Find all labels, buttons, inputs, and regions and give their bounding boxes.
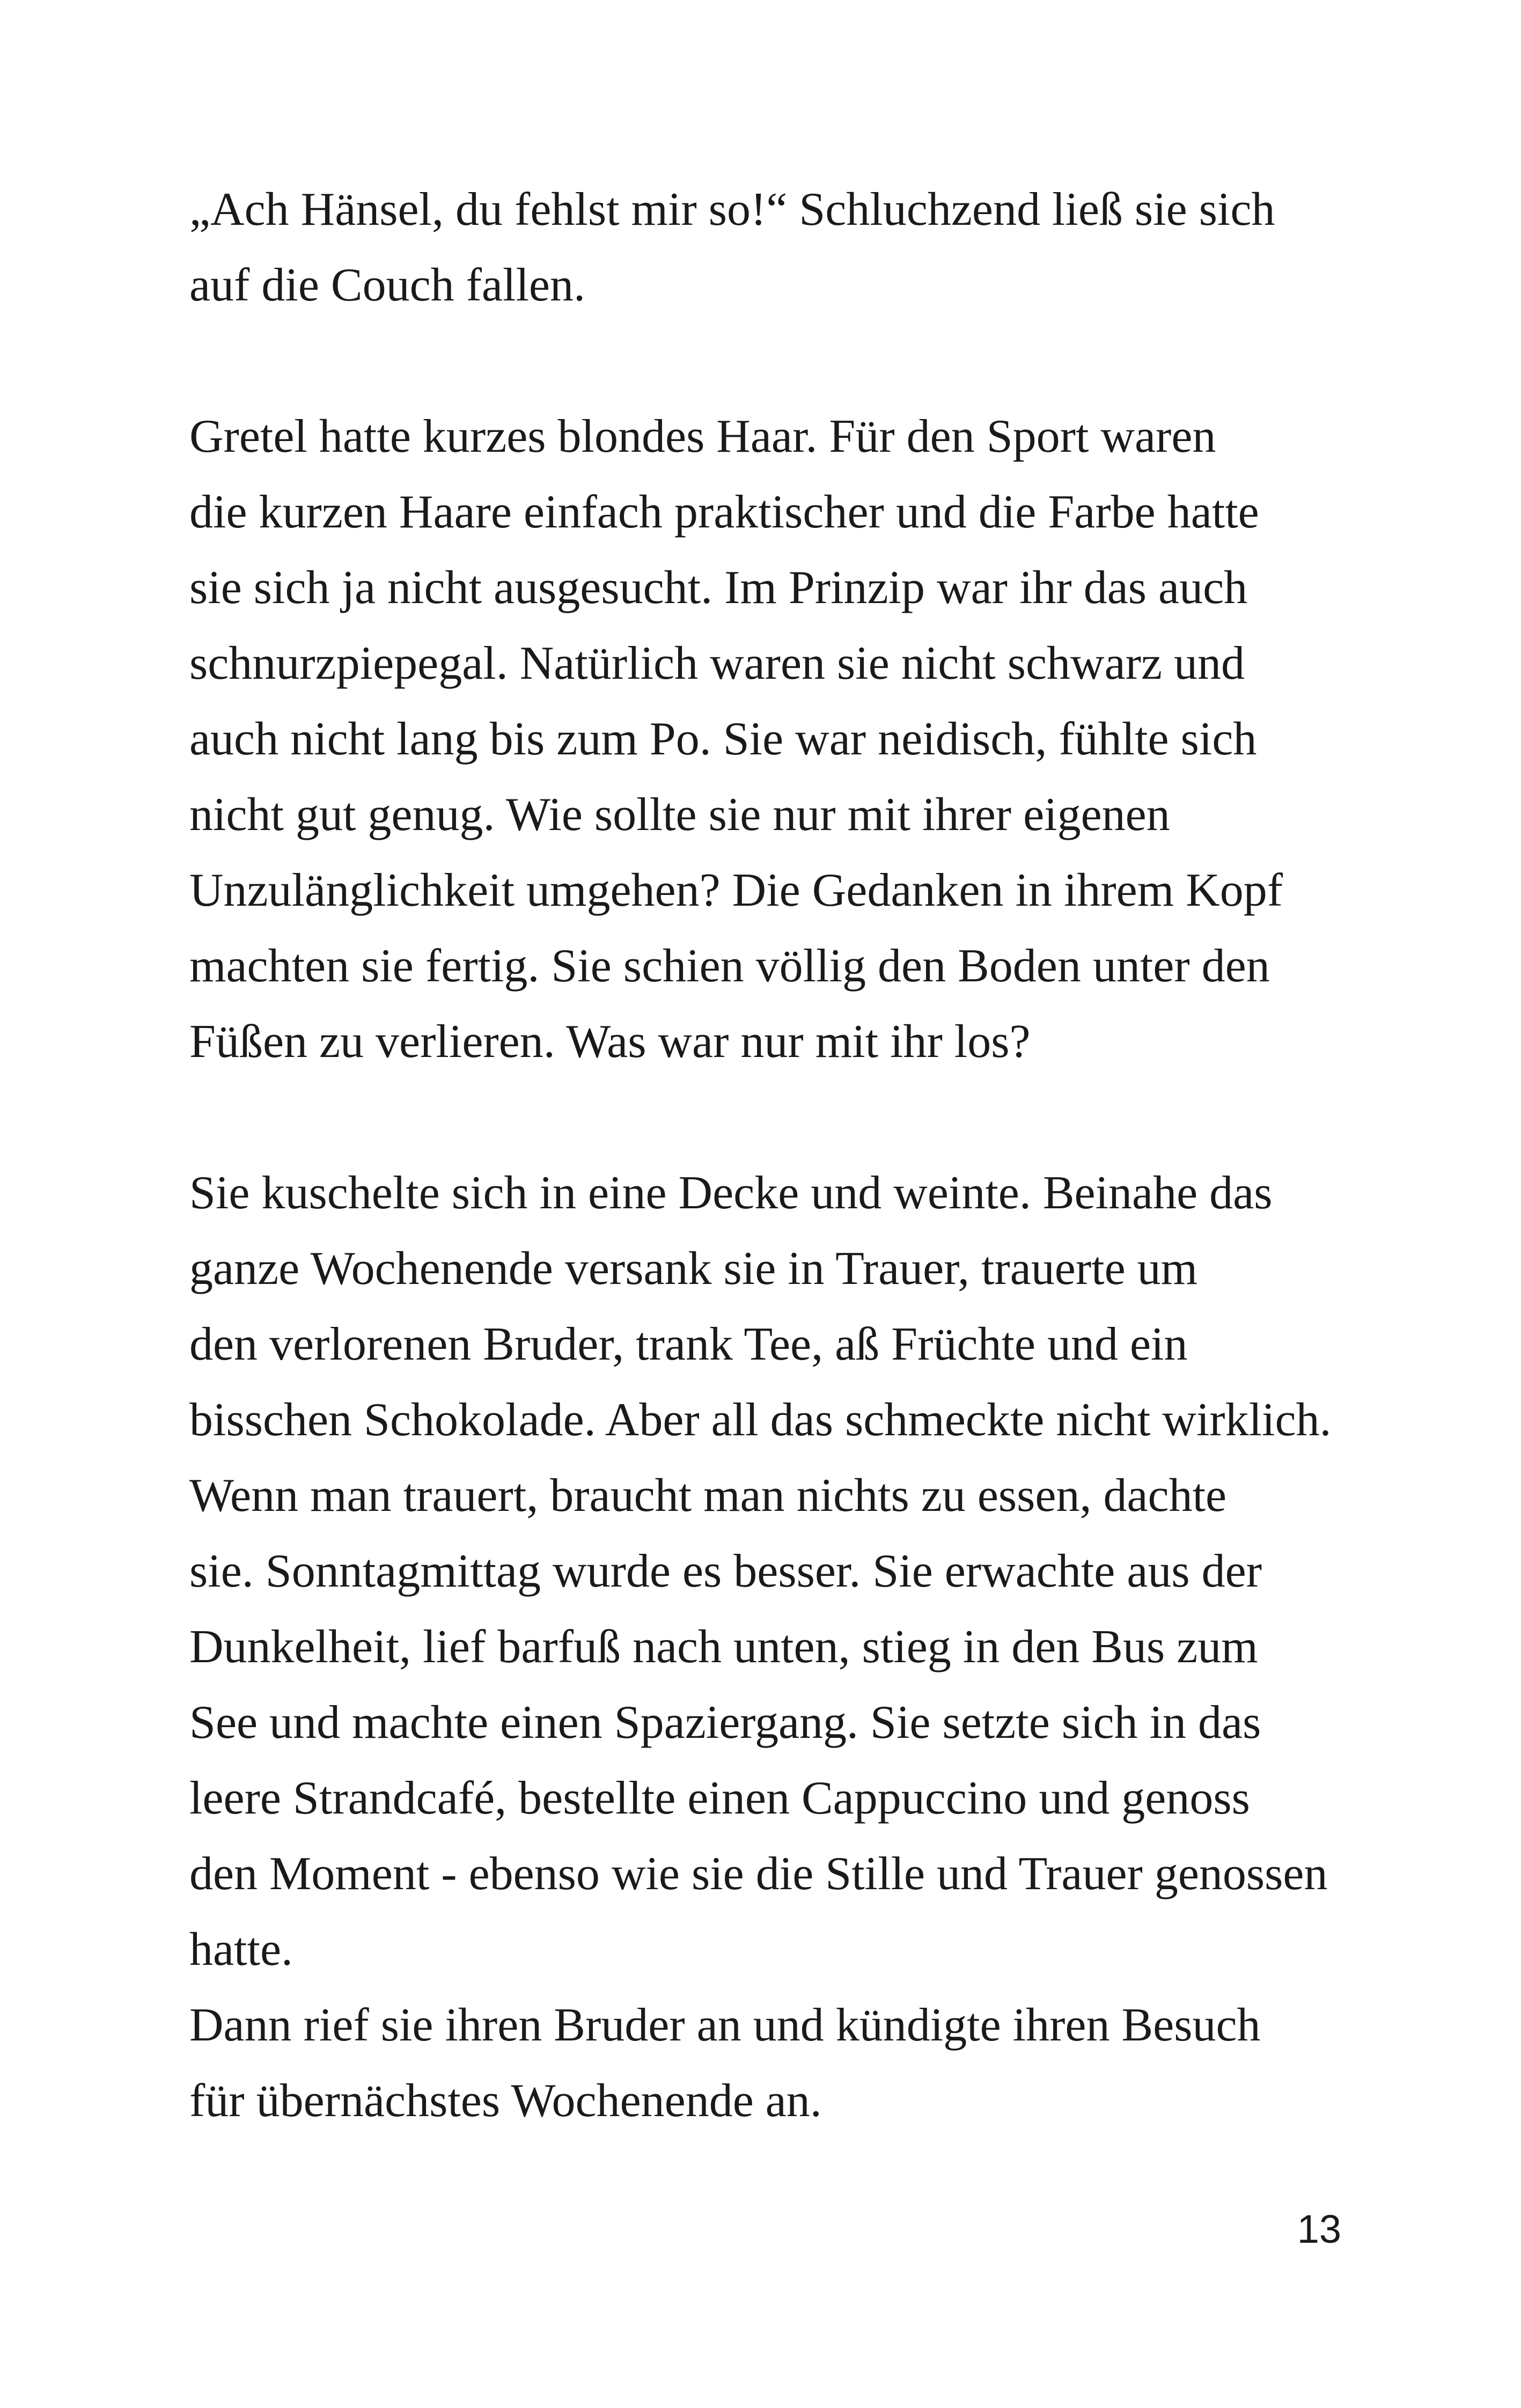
text-line: den verlorenen Bruder, trank Tee, aß Früchte und ein (189, 1318, 1188, 1370)
text-line: Sie kuschelte sich in eine Decke und weinte. Beinahe das (189, 1167, 1273, 1219)
text-line: Gretel hatte kurzes blondes Haar. Für den Sport waren (189, 410, 1216, 462)
text-line: den Moment - ebenso wie sie die Stille und Trauer genossen (189, 1848, 1328, 1900)
text-line: Füßen zu verlieren. Was war nur mit ihr los? (189, 1016, 1031, 1068)
page-number: 13 (1297, 2207, 1341, 2251)
text-line: Unzulänglichkeit umgehen? Die Gedanken in ihrem Kopf (189, 864, 1283, 916)
text-line: Dunkelheit, lief barfuß nach unten, stieg in den Bus zum (189, 1621, 1258, 1673)
text-line: nicht gut genug. Wie sollte sie nur mit ihrer eigenen (189, 789, 1170, 841)
text-line: für übernächstes Wochenende an. (189, 2075, 822, 2127)
paragraph-gap (189, 1080, 1338, 1155)
text-line: bisschen Schokolade. Aber all das schmeckte nicht wirklich. (189, 1394, 1332, 1446)
text-line: Wenn man trauert, braucht man nichts zu essen, dachte (189, 1470, 1227, 1522)
text-line: sie sich ja nicht ausgesucht. Im Prinzip war ihr das auch (189, 562, 1248, 614)
text-line: See und machte einen Spaziergang. Sie setzte sich in das (189, 1697, 1261, 1749)
text-line: auf die Couch fallen. (189, 259, 585, 311)
text-line: ganze Wochenende versank sie in Trauer, trauerte um (189, 1243, 1198, 1295)
text-line: hatte. (189, 1924, 293, 1976)
text-line: leere Strandcafé, bestellte einen Cappuccino und genoss (189, 1772, 1250, 1824)
paragraph-gap (189, 323, 1338, 399)
text-line: auch nicht lang bis zum Po. Sie war neidisch, fühlte sich (189, 713, 1257, 765)
body-text (189, 172, 1338, 2139)
text-line: die kurzen Haare einfach praktischer und die Farbe hatte (189, 486, 1259, 538)
text-line: Dann rief sie ihren Bruder an und kündigte ihren Besuch (189, 1999, 1261, 2051)
text-line: schnurzpiepegal. Natürlich waren sie nicht schwarz und (189, 637, 1245, 689)
text-line: „Ach Hänsel, du fehlst mir so!“ Schluchzend ließ sie sich (189, 183, 1275, 236)
text-line: machten sie fertig. Sie schien völlig den Boden unter den (189, 940, 1270, 992)
text-line: sie. Sonntagmittag wurde es besser. Sie erwachte aus der (189, 1545, 1262, 1597)
